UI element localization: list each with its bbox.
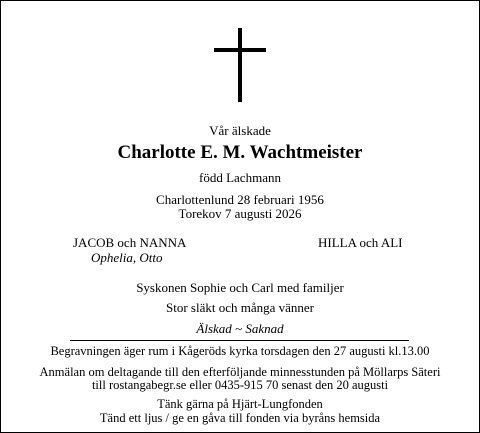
death-date-place: Torekov 7 augusti 2026 bbox=[178, 206, 302, 221]
funeral-info: Begravningen äger rum i Kågeröds kyrka torsdagen den 27 augusti kl.13.00 bbox=[50, 344, 430, 358]
relatives-text: Stor släkt och många vänner bbox=[165, 300, 314, 315]
birth-date-place: Charlottenlund 28 februari 1956 bbox=[156, 192, 324, 207]
fund-line-2: Tänd ett ljus / ge en gåva till fonden via byråns hemsida bbox=[99, 411, 381, 425]
divider-line bbox=[70, 340, 409, 341]
born-name: född Lachmann bbox=[199, 170, 281, 185]
family-right-names: HILLA och ALI bbox=[318, 235, 403, 250]
fund-line-1: Tänk gärna på Hjärt-Lungfonden bbox=[157, 397, 323, 411]
cross-vertical-bar bbox=[238, 28, 242, 102]
intro-text: Vår älskade bbox=[209, 123, 271, 138]
deceased-name: Charlotte E. M. Wachtmeister bbox=[117, 142, 363, 163]
rsvp-line-1: Anmälan om deltagande till den efterföljande minnesstunden på Möllarps Säteri bbox=[39, 365, 441, 379]
cross-horizontal-bar bbox=[214, 48, 266, 52]
rsvp-line-2: till rostangabegr.se eller 0435-915 70 senast den 20 augusti bbox=[91, 378, 389, 392]
siblings-text: Syskonen Sophie och Carl med familjer bbox=[136, 280, 344, 295]
family-left-names: JACOB och NANNA bbox=[73, 235, 187, 250]
farewell-text: Älskad ~ Saknad bbox=[196, 321, 284, 336]
cross-icon bbox=[214, 28, 266, 102]
family-left-children: Ophelia, Otto bbox=[91, 250, 163, 265]
